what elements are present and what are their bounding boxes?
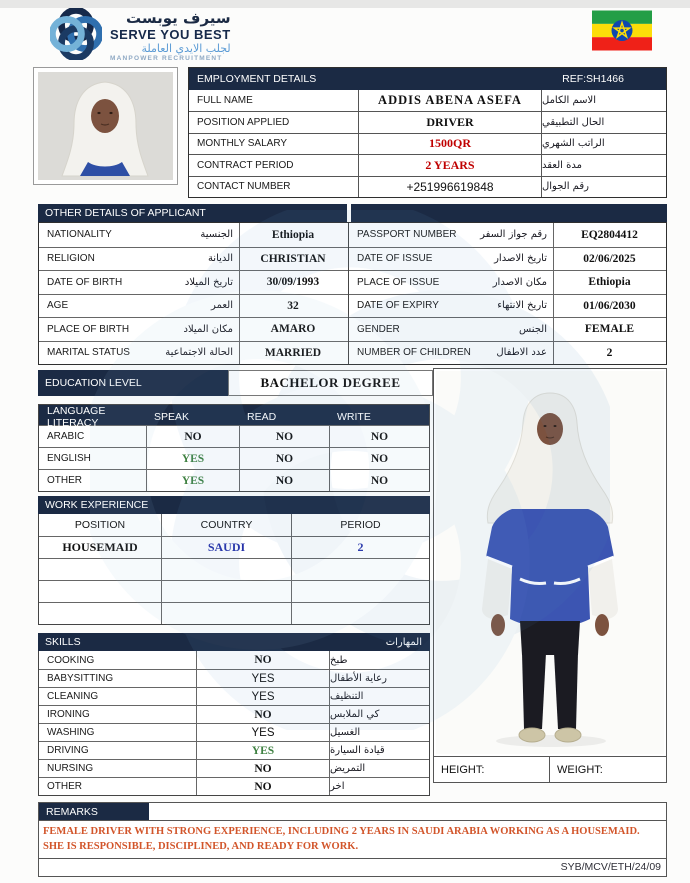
fullbody-illustration	[436, 371, 664, 754]
field-label-arabic: الاسم الكامل	[541, 90, 666, 111]
logo-arabic-tagline: لجلب الايدي العاملة	[141, 41, 231, 55]
field-label: GENDER	[357, 323, 400, 335]
column-header: WRITE	[337, 411, 371, 423]
table-row	[39, 741, 429, 759]
table-row	[189, 133, 666, 154]
field-label-arabic: تاريخ الاصدار	[494, 253, 547, 265]
field-label-arabic: الديانة	[207, 253, 233, 265]
speak-value: NO	[146, 426, 239, 447]
field-label: NUMBER OF CHILDREN	[357, 347, 471, 359]
applicant-fullbody-photo	[433, 368, 667, 757]
table-row	[39, 294, 348, 318]
remarks-title: REMARKS	[39, 803, 149, 820]
field-label-arabic: الجنسية	[200, 229, 233, 241]
work-experience-header-row	[39, 514, 429, 536]
table-row	[349, 294, 666, 318]
field-label-arabic: العمر	[211, 300, 233, 312]
skills-title: SKILLS	[45, 636, 81, 648]
read-value: NO	[239, 426, 329, 447]
speak-value: YES	[146, 470, 239, 491]
field-label: CONTRACT PERIOD	[197, 159, 294, 171]
field-value: MARRIED	[239, 342, 346, 365]
language-name: ARABIC	[47, 431, 85, 442]
skill-name-arabic: اخر	[329, 778, 429, 795]
field-value: ADDIS ABENA ASEFA	[358, 90, 541, 111]
field-label: FULL NAME	[197, 95, 253, 107]
table-row	[39, 341, 348, 365]
table-row	[39, 247, 348, 271]
write-value: NO	[329, 448, 429, 469]
other-details-header	[38, 204, 667, 222]
table-row	[349, 223, 666, 247]
skill-name: CLEANING	[47, 691, 99, 702]
other-details-title: OTHER DETAILS OF APPLICANT	[38, 204, 347, 222]
skill-name-arabic: كي الملابس	[329, 706, 429, 723]
logo-tagline: MANPOWER RECRUITMENT	[110, 55, 223, 63]
table-row	[189, 111, 666, 132]
field-value: Ethiopia	[239, 223, 346, 247]
employment-details-header	[189, 68, 666, 90]
column-header: READ	[247, 411, 277, 423]
skill-value: NO	[196, 706, 329, 723]
speak-value: YES	[146, 448, 239, 469]
field-value: 1500QR	[358, 134, 541, 154]
field-label: DATE OF BIRTH	[47, 276, 123, 288]
other-details-header-right	[351, 204, 667, 222]
table-row	[39, 425, 429, 447]
field-label: DATE OF EXPIRY	[357, 300, 439, 312]
field-label-arabic: مكان الميلاد	[183, 323, 233, 335]
skill-name: NURSING	[47, 763, 94, 774]
field-label-arabic: الحال التطبيقي	[541, 112, 666, 132]
logo-arabic-name: سيرف يوبست	[126, 9, 231, 28]
table-row-empty	[39, 558, 429, 580]
field-value: 2 YEARS	[358, 155, 541, 175]
field-label: MARITAL STATUS	[47, 347, 130, 359]
table-row	[39, 723, 429, 741]
skill-value: NO	[196, 760, 329, 777]
write-value: NO	[329, 426, 429, 447]
reference-number: REF:SH1466	[562, 73, 624, 85]
field-value: AMARO	[239, 318, 346, 341]
table-row	[189, 90, 666, 111]
language-literacy-table	[38, 404, 430, 492]
field-value: CHRISTIAN	[239, 248, 346, 271]
column-header: LANGUAGE LITERACY	[47, 405, 106, 429]
education-level-value: BACHELOR DEGREE	[228, 370, 433, 396]
education-level-label: EDUCATION LEVEL	[38, 370, 228, 396]
table-row	[39, 687, 429, 705]
table-row	[349, 247, 666, 271]
other-details-table	[38, 222, 667, 365]
skill-value: YES	[196, 724, 329, 741]
field-label: MONTHLY SALARY	[197, 138, 288, 150]
field-label: AGE	[47, 300, 69, 312]
height-label: HEIGHT:	[441, 763, 485, 776]
country-value: SAUDI	[161, 537, 291, 558]
field-label-arabic: الجنس	[518, 323, 547, 335]
table-row	[39, 270, 348, 294]
field-label: PLACE OF ISSUE	[357, 276, 440, 288]
column-header: COUNTRY	[161, 514, 291, 536]
field-label: DATE OF ISSUE	[357, 253, 433, 265]
skill-value: NO	[196, 651, 329, 669]
field-label-arabic: تاريخ الانتهاء	[497, 300, 547, 312]
skill-name: DRIVING	[47, 745, 89, 756]
field-value: 32	[239, 295, 346, 318]
field-label: PASSPORT NUMBER	[357, 229, 457, 241]
table-row	[39, 759, 429, 777]
field-label: POSITION APPLIED	[197, 117, 290, 129]
table-row	[39, 651, 429, 669]
table-row	[39, 777, 429, 795]
read-value: NO	[239, 448, 329, 469]
field-value: 01/06/2030	[553, 295, 665, 318]
skills-section	[38, 633, 430, 796]
skills-title-arabic: المهارات	[385, 636, 422, 648]
table-row	[349, 317, 666, 341]
skill-name-arabic: التنظيف	[329, 688, 429, 705]
field-label-arabic: مدة العقد	[541, 155, 666, 175]
logo-knot-icon	[50, 8, 102, 65]
weight-label: WEIGHT:	[549, 757, 666, 782]
field-label: CONTACT NUMBER	[197, 181, 291, 193]
agency-logo	[50, 8, 231, 65]
table-row	[39, 705, 429, 723]
skill-name-arabic: الغسيل	[329, 724, 429, 741]
skills-header	[38, 633, 430, 651]
table-row	[39, 536, 429, 558]
work-experience-title: WORK EXPERIENCE	[38, 496, 430, 514]
field-value: 2	[553, 342, 665, 365]
language-name: OTHER	[47, 475, 82, 486]
skill-name-arabic: طبخ	[329, 651, 429, 669]
table-row	[189, 154, 666, 175]
table-row	[39, 669, 429, 687]
column-header: POSITION	[74, 519, 126, 531]
skill-value: YES	[196, 742, 329, 759]
field-label-arabic: الراتب الشهري	[541, 134, 666, 154]
field-label-arabic: الحالة الاجتماعية	[165, 347, 233, 359]
write-value: NO	[329, 470, 429, 491]
portrait-illustration	[38, 72, 173, 180]
table-row	[39, 469, 429, 491]
field-value: FEMALE	[553, 318, 665, 341]
field-value: Ethiopia	[553, 271, 665, 294]
field-label-arabic: رقم جواز السفر	[480, 229, 547, 241]
skill-name: IRONING	[47, 709, 90, 720]
table-row	[349, 270, 666, 294]
field-label: RELIGION	[47, 253, 95, 265]
column-header: SPEAK	[154, 411, 190, 423]
field-value: DRIVER	[358, 112, 541, 132]
logo-english-name: SERVE YOU BEST	[110, 26, 231, 42]
table-row-empty	[39, 602, 429, 624]
employment-details-table	[188, 67, 667, 198]
employment-title: EMPLOYMENT DETAILS	[197, 73, 317, 85]
table-row	[349, 341, 666, 365]
table-row	[39, 317, 348, 341]
language-literacy-header	[39, 405, 429, 429]
skill-name: OTHER	[47, 781, 82, 792]
skill-name-arabic: رعاية الأطفال	[329, 670, 429, 687]
skill-name-arabic: قيادة السيارة	[329, 742, 429, 759]
table-row	[39, 447, 429, 469]
ethiopia-flag-icon	[592, 10, 652, 51]
skill-value: YES	[196, 670, 329, 687]
read-value: NO	[239, 470, 329, 491]
table-row	[39, 223, 348, 247]
period-value: 2	[291, 537, 429, 558]
remarks-header	[38, 802, 667, 820]
field-label-arabic: تاريخ الميلاد	[184, 276, 233, 288]
field-label-arabic: عدد الاطفال	[496, 347, 547, 359]
skill-value: YES	[196, 688, 329, 705]
skill-name: WASHING	[47, 727, 95, 738]
field-value: 02/06/2025	[553, 248, 665, 271]
table-row	[189, 176, 666, 197]
field-label: NATIONALITY	[47, 229, 112, 241]
field-label-arabic: مكان الاصدار	[492, 276, 547, 288]
document-code: SYB/MCV/ETH/24/09	[38, 859, 667, 877]
position-value: HOUSEMAID	[62, 540, 138, 554]
skill-value: NO	[196, 778, 329, 795]
field-value: EQ2804412	[553, 223, 665, 247]
language-name: ENGLISH	[47, 453, 91, 464]
remarks-section	[38, 802, 667, 877]
table-row-empty	[39, 580, 429, 602]
field-value: +251996619848	[358, 177, 541, 197]
education-level-section	[38, 370, 433, 396]
skill-name: BABYSITTING	[47, 673, 114, 684]
work-experience-section	[38, 496, 430, 625]
skill-name-arabic: التمريض	[329, 760, 429, 777]
field-label: PLACE OF BIRTH	[47, 323, 130, 335]
remarks-text: FEMALE DRIVER WITH STRONG EXPERIENCE, INCLUDING 2 YEARS IN SAUDI ARABIA WORKING AS A HOUSEMAID. SHE IS RESPONSIBLE, DISCIPLINED, AND READY FOR WORK.	[38, 820, 667, 859]
field-label-arabic: رقم الجوال	[541, 177, 666, 197]
height-weight-row	[433, 757, 667, 783]
column-header: PERIOD	[291, 514, 429, 536]
skill-name: COOKING	[47, 654, 95, 666]
field-value: 30/09/1993	[239, 271, 346, 294]
applicant-portrait-photo	[33, 67, 178, 185]
